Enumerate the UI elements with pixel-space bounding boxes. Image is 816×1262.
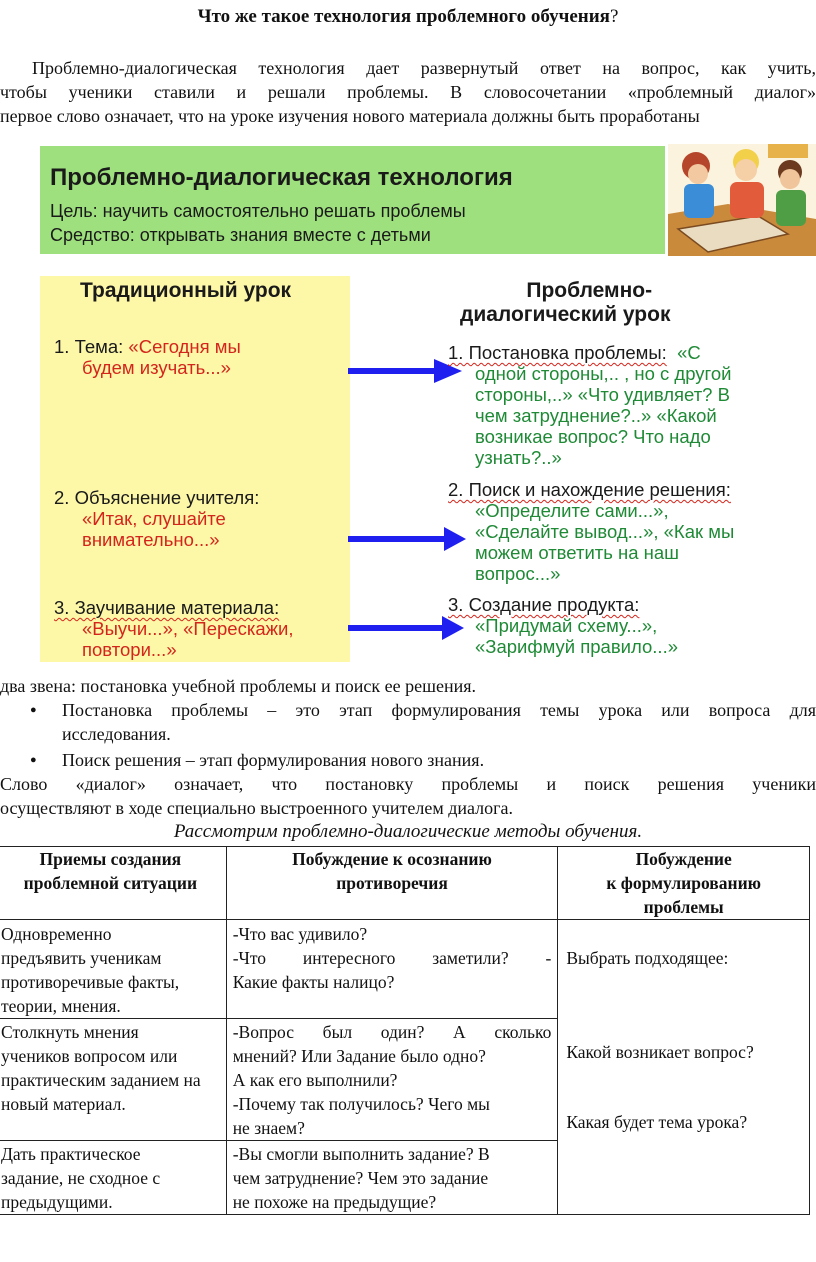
dialogic-step-3: 3. Создание продукта: «Придумай схему...», «Зарифмуй правило...» (448, 594, 679, 657)
arrow-right-icon (348, 359, 462, 383)
banner-goal: Цель: научить самостоятельно решать проблемы (50, 201, 466, 221)
intro-line: чтобы ученики ставили и решали проблемы. В словосочетании «проблемный диалог» (0, 82, 816, 102)
table-cell: Дать практическое задание, не сходное с предыдущими. (0, 1141, 226, 1215)
table-row (0, 920, 810, 1019)
table-cell: -Вопрос был один? А сколько мнений? Или Задание было одно? А как его выполнили? -Почему так получилось? Чего мы не знаем? (226, 1019, 558, 1141)
methods-table (0, 846, 810, 1215)
traditional-step-2: 2. Объяснение учителя: «Итак, слушайте внимательно...» (54, 487, 260, 550)
header-cell: Побуждение к осознанию противоречия (226, 847, 558, 920)
banner-means: Средство: открывать знания вместе с детьми (50, 225, 431, 245)
bullet-list (0, 698, 816, 772)
header-cell: Приемы создания проблемной ситуации (0, 847, 226, 920)
dialog-paragraph: Слово «диалог» означает, что постановку проблемы и поиск решения ученики осуществляют в ходе специально выстроенного учителем диалога. (0, 774, 816, 818)
methods-subtitle: Рассмотрим проблемно-диалогические методы обучения. (173, 821, 643, 842)
list-item: ● Постановка проблемы – это этап формулирования темы урока или вопроса для исследования. (0, 698, 816, 746)
table-cell: Выбрать подходящее: Какой возникает вопрос? Какая будет тема урока? (558, 920, 810, 1215)
table-cell: -Вы смогли выполнить задание? В чем затруднение? Чем это задание не похоже на предыдущие? (226, 1141, 558, 1215)
dialogic-heading: Проблемно- диалогический урок (460, 279, 671, 326)
children-reading-illustration (668, 144, 816, 256)
table-cell: -Что вас удивило? -Что интересного заметили? - Какие факты налицо? (226, 920, 558, 1019)
page-title: Что же такое технология проблемного обучения? (197, 6, 619, 27)
arrow-right-icon (348, 616, 464, 640)
traditional-heading: Традиционный урок (80, 279, 292, 302)
dialogic-step-2: 2. Поиск и нахождение решения: «Определите сами...», «Сделайте вывод...», «Как мы можем ответить на наш вопрос...» (448, 479, 735, 584)
table-header-row (0, 847, 810, 920)
intro-line: первое слово означает, что на уроке изучения нового материала должны быть проработаны (0, 106, 700, 126)
list-item: ● Поиск решения – этап формулирования нового знания. (0, 748, 816, 772)
technology-banner (40, 146, 665, 254)
header-cell: Побуждение к формулированию проблемы (558, 847, 810, 920)
table-cell: Столкнуть мнения учеников вопросом или практическим заданием на новый материал. (0, 1019, 226, 1141)
table-cell: Одновременно предъявить ученикам противоречивые факты, теории, мнения. (0, 920, 226, 1019)
intro-line: Проблемно-диалогическая технология дает развернутый ответ на вопрос, как учить, (32, 58, 816, 78)
intro-paragraph (0, 56, 816, 128)
banner-heading: Проблемно-диалогическая технология (50, 164, 513, 191)
traditional-step-1: 1. Тема: «Сегодня мы будем изучать...» (54, 336, 241, 378)
continuation-text: два звена: постановка учебной проблемы и поиск ее решения. (0, 676, 477, 696)
dialogic-step-1: 1. Постановка проблемы: «С одной стороны,.. , но с другой стороны,..» «Что удивляет? В чем затруднение?..» «Какой возникае вопрос? Что надо узнать?..» (448, 342, 732, 468)
traditional-step-3: 3. Заучивание материала: «Выучи...», «Перескажи, повтори...» (54, 597, 294, 660)
